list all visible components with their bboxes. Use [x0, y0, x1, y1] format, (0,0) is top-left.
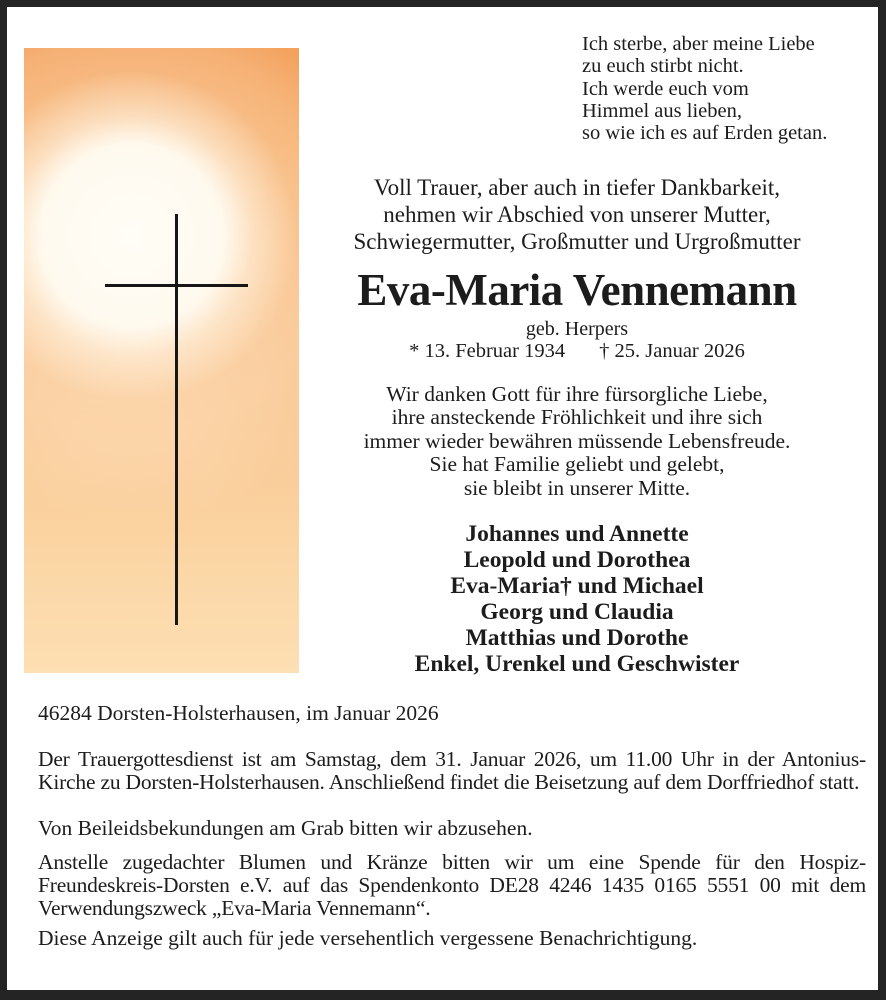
life-dates: [290, 340, 864, 363]
mourner-line: Matthias und Dorothe: [465, 625, 689, 651]
death-date: † 25. Januar 2026: [599, 340, 745, 362]
maiden-name: geb. Herpers: [525, 318, 629, 340]
farewell-intro: [290, 175, 864, 255]
city-date-line: 46284 Dorsten-Holsterhausen, im Januar 2026: [38, 701, 439, 725]
mourner-line: Johannes und Annette: [465, 521, 689, 547]
deceased-name: Eva-Maria Vennemann: [357, 265, 797, 315]
mourner-line: Georg und Claudia: [480, 599, 674, 625]
donation-info: Anstelle zugedachter Blumen und Kränze bitten wir um eine Spende für den Hospiz-Freundeskreis-Dorsten e.V. auf das Spendenkonto DE28 4246 1435 0165 5551 00 mit dem Verwendungszweck „Eva-Maria Vennemann“.: [38, 850, 866, 920]
intro-line: Voll Trauer, aber auch in tiefer Dankbarkeit,: [373, 175, 781, 200]
condolence-note: Von Beileidsbekundungen am Grab bitten wir abzusehen.: [38, 816, 533, 840]
birth-date: * 13. Februar 1934: [409, 340, 566, 362]
intro-line: Schwiegermutter, Großmutter und Urgroßmutter: [353, 228, 801, 254]
mourner-line: Enkel, Urenkel und Geschwister: [414, 651, 740, 677]
mourners-list: [290, 521, 864, 677]
mourner-line: Leopold und Dorothea: [463, 547, 691, 573]
poem-line: Ich sterbe, aber meine Liebe: [582, 33, 815, 55]
tribute-line: ihre ansteckende Fröhlichkeit und ihre sich: [391, 405, 763, 430]
tribute-text: [290, 383, 864, 500]
poem-line: Ich werde euch vom: [582, 77, 749, 100]
service-info: Der Trauergottesdienst ist am Samstag, dem 31. Januar 2026, um 11.00 Uhr in der Antonius-Kirche zu Dorsten-Holsterhausen. Anschließend findet die Beisetzung auf dem Dorffriedhof statt.: [38, 747, 866, 794]
tribute-line: immer wieder bewähren müssende Lebensfreude.: [363, 428, 791, 453]
tribute-line: sie bleibt in unserer Mitte.: [463, 475, 691, 500]
tribute-line: Wir danken Gott für ihre fürsorgliche Liebe,: [386, 382, 768, 406]
poem-line: so wie ich es auf Erden getan.: [582, 122, 828, 145]
memorial-poem: [582, 33, 827, 144]
memorial-artwork: [24, 48, 299, 673]
notice-line: Diese Anzeige gilt auch für jede versehentlich vergessene Benachrichtigung.: [38, 926, 698, 950]
cross-icon: [105, 284, 248, 287]
poem-line: Himmel aus lieben,: [582, 99, 742, 122]
cross-icon: [175, 214, 178, 625]
intro-line: nehmen wir Abschied von unserer Mutter,: [383, 201, 771, 227]
poem-line: zu euch stirbt nicht.: [582, 55, 744, 78]
mourner-line: Eva-Maria† und Michael: [450, 573, 704, 599]
tribute-line: Sie hat Familie geliebt und gelebt,: [429, 452, 725, 477]
